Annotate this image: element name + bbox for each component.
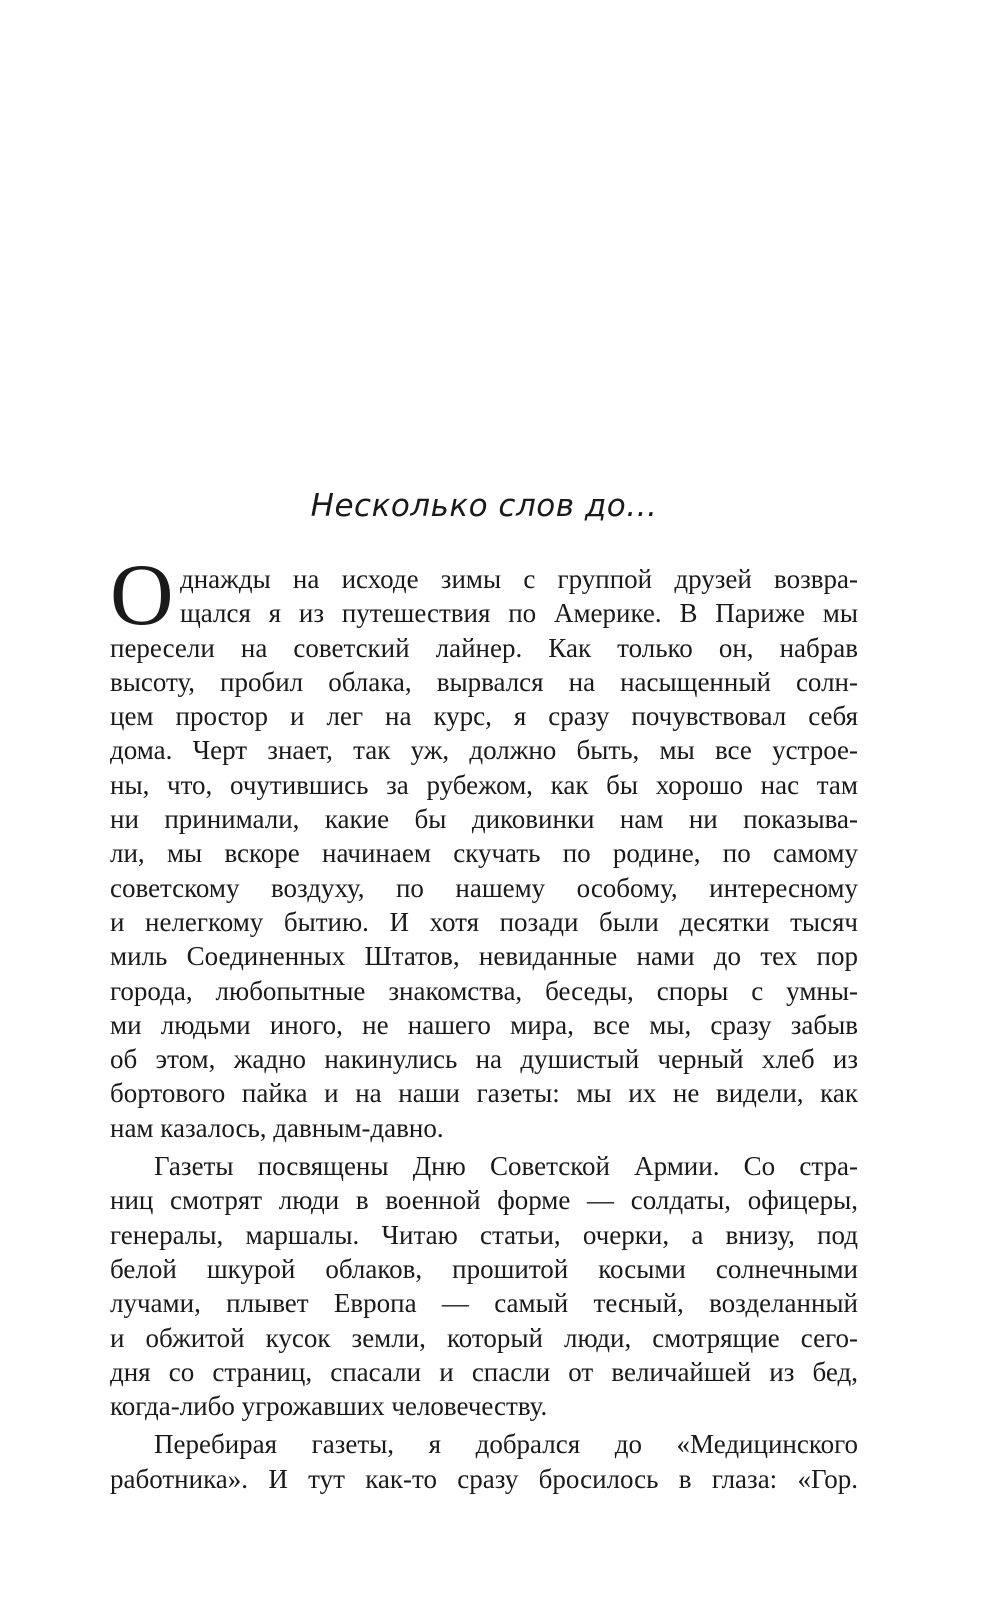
text-line: лучами, плывет Европа — самый тесный, возделанный <box>110 1288 858 1319</box>
text-line: ны, что, очутившись за рубежом, как бы хорошо нас там <box>110 769 858 800</box>
text-line: бортового пайка и на наши газеты: мы их не видели, как <box>110 1078 858 1109</box>
paragraph-3 <box>110 1427 858 1496</box>
text-line: цем простор и лег на курс, я сразу почувствовал себя <box>110 701 858 732</box>
text-line: работника». И тут как-то сразу бросилось в глаза: «Гор. <box>110 1463 858 1494</box>
text-line: генералы, маршалы. Читаю статьи, очерки, а внизу, под <box>110 1219 858 1250</box>
text-line: ни принимали, какие бы диковинки нам ни показыва- <box>110 804 858 835</box>
paragraph-1 <box>110 562 858 1145</box>
text-line: днажды на исходе зимы с группой друзей возвра- <box>180 564 858 594</box>
text-line: города, любопытные знакомства, беседы, споры с умны- <box>110 975 858 1006</box>
text-line: ниц смотрят люди в военной форме — солдаты, офицеры, <box>110 1185 858 1216</box>
text-line: об этом, жадно накинулись на душистый черный хлеб из <box>110 1044 858 1075</box>
paragraph-2 <box>110 1149 858 1423</box>
text-line: дома. Черт знает, так уж, должно быть, мы все устрое- <box>110 735 858 766</box>
text-line: щался я из путешествия по Америке. В Париже мы <box>180 598 858 629</box>
text-line: высоту, пробил облака, вырвался на насыщенный солн- <box>110 666 858 697</box>
text-line: и обжитой кусок земли, который люди, смотрящие сего- <box>110 1322 858 1353</box>
text-line: пересели на советский лайнер. Как только он, набрав <box>110 632 858 663</box>
text-line: и нелегкому бытию. И хотя позади были десятки тысяч <box>110 906 858 937</box>
drop-cap: О <box>110 547 174 644</box>
text-line: белой шкурой облаков, прошитой косыми солнечными <box>110 1253 858 1284</box>
body-text <box>110 562 858 1496</box>
text-line: Газеты посвящены Дню Советской Армии. Со стра- <box>154 1151 858 1182</box>
text-line: дня со страниц, спасали и спасли от величайшей из бед, <box>110 1356 858 1387</box>
text-line: ли, мы вскоре начинаем скучать по родине, по самому <box>110 838 858 869</box>
text-line: когда-либо угрожавших человечеству. <box>110 1391 548 1422</box>
text-line: советскому воздуху, по нашему особому, интересному <box>110 872 858 903</box>
text-line: ми людьми иного, не нашего мира, все мы, сразу забыв <box>110 1009 858 1040</box>
text-line: нам казалось, давным-давно. <box>110 1112 444 1143</box>
text-line: Перебирая газеты, я добрался до «Медицинского <box>154 1429 858 1460</box>
chapter-title: Несколько слов до... <box>310 488 658 524</box>
text-line: миль Соединенных Штатов, невиданные нами до тех пор <box>110 941 858 972</box>
